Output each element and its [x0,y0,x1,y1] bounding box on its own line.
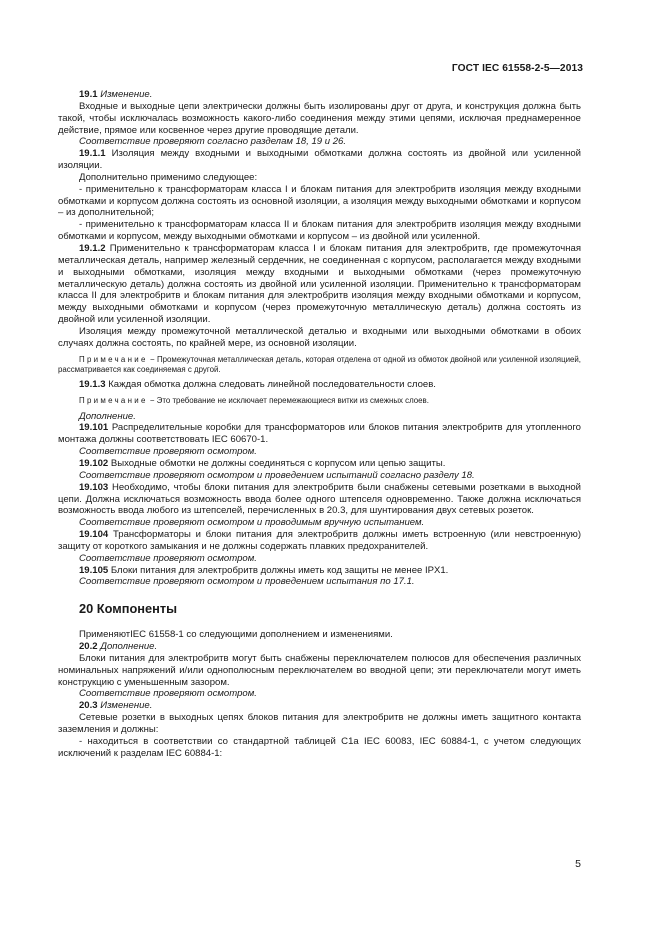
clause-19-103 [58,482,581,518]
clause-number: 19.1.2 [79,242,106,254]
note-text: − Промежуточная металлическая деталь, которая отделена от одной из обмоток двойной или усиленной изоляцией, рассматривается как соединяемая с другой. [58,354,581,374]
clause-label: Изменение. [100,89,153,100]
paragraph: ПрименяютIEC 61558-1 со следующими дополнением и изменениями. [79,629,393,641]
clause-number: 19.101 [79,422,109,434]
section-heading-20: 20 Компоненты [79,601,178,617]
clause-text: Выходные обмотки не должны соединяться с корпусом или цепью защиты. [110,458,446,469]
clause-19-1-heading [58,89,581,101]
clause-number: 19.1.1 [79,148,106,160]
clause-text: Блоки питания для электробритв должны иметь код защиты не менее IPX1. [110,564,449,576]
clause-20-3-heading [58,700,581,712]
clause-text: Трансформаторы и блоки питания для электробритв должны иметь встроенную (или невстроенную) защиту от короткого замыкания и не должны содержать плавких предохранителей. [58,529,581,552]
clause-label: Изменение. [100,700,153,712]
list-item: - применительно к трансформаторам класса I и блокам питания для электробритв изоляция между входными обмотками и корпусом должна состоять из основной изоляции, а изоляция между выходными обмотками и корпусом – из дополнительной; [58,183,581,219]
compliance-check: Соответствие проверяют осмотром и проведением испытания по 17.1. [79,576,415,588]
clause-19-101 [58,422,581,446]
compliance-check: Соответствие проверяют осмотром и проводимым вручную испытанием. [79,517,425,529]
clause-19-1-1 [58,148,581,172]
clause-label: Дополнение. [100,640,158,652]
clause-number: 19.102 [79,458,109,469]
clause-text: Изоляция между входными и выходными обмотками должна состоять из двойной или усиленной изоляции. [58,148,582,172]
addition-label: Дополнение. [79,410,136,422]
paragraph: Входные и выходные цепи электрически должны быть изолированы друг от друга, и конструкция должна быть такой, чтобы исключалась возможность какого-либо соединения между этими цепями, исключая преднамеренное действие, прямое или косвенное через другие проводящие детали. [58,100,581,136]
note-text: − Это требование не исключает перемежающиеся витки из смежных слоев. [147,396,429,406]
compliance-check: Соответствие проверяют согласно разделам 18, 19 и 26. [79,136,347,148]
compliance-check: Соответствие проверяют осмотром. [79,688,257,700]
list-item: - применительно к трансформаторам класса II и блокам питания для электробритв изоляция между входными обмотками и корпусом, между выходными обмотками и корпусом – из двойной или усиленной. [58,219,581,243]
clause-20-2-heading [58,641,581,653]
note-label: Примечание [79,396,148,406]
note [58,396,581,406]
page-number: 5 [575,858,581,870]
compliance-check: Соответствие проверяют осмотром и проведением испытаний согласно разделу 18. [79,469,475,481]
clause-number: 20.3 [79,700,98,712]
clause-19-1-3 [58,379,581,391]
clause-text: Необходимо, чтобы блоки питания для электробритв были снабжены сетевыми розетками в выходной цепи. Должна исключаться возможность ввода более одного штепселя одновременно. Также должна исключаться возможность ввода любого из штепселей, перечисленных в 20.3, для шунтирования двух сетевых розеток. [58,481,582,517]
clause-number: 19.1.3 [79,379,106,391]
clause-number: 19.104 [79,529,109,541]
compliance-check: Соответствие проверяют осмотром. [79,552,257,564]
clause-19-104 [58,529,581,553]
document-header: ГОСТ IEC 61558-2-5—2013 [451,63,583,74]
clause-19-102 [58,458,581,470]
paragraph: Дополнительно применимо следующее: [79,171,258,183]
clause-number: 19.1 [79,89,98,100]
clause-text: Каждая обмотка должна следовать линейной последовательности слоев. [108,379,436,391]
paragraph: Изоляция между промежуточной металлической деталью и входными или выходными обмотками в обоих случаях должна состоять, по крайней мере, из основной изоляции. [58,325,581,349]
list-item: - находиться в соответствии со стандартной таблицей C1a IEC 60083, IEC 60884-1, с учетом следующих исключений к разделам IEC 60884-1: [58,735,581,759]
paragraph: Блоки питания для электробритв могут быть снабжены переключателем полюсов для обеспечения различных номинальных напряжений и/или однополюсным переключателем во вводной цепи; эти переключатели могут иметь конструкцию с уменьшенным зазором. [58,652,581,688]
document-body [58,89,581,759]
clause-19-1-2 [58,243,581,326]
clause-number: 19.105 [79,564,109,576]
clause-number: 20.2 [79,640,98,652]
note-label: Примечание [79,354,148,364]
note [58,355,581,376]
clause-number: 19.103 [79,481,109,493]
clause-19-105 [58,565,581,577]
paragraph: Сетевые розетки в выходных цепях блоков питания для электробритв не должны иметь защитного контакта заземления и должны: [58,712,581,735]
clause-text: Применительно к трансформаторам класса I и блокам питания для электробритв, где промежуточная металлическая деталь, например железный сердечник, не соединенная с корпусом, располагается между входными и выходными обмотками, изоляция между входными и выходными обмотками (через промежуточную металлическую деталь) должна состоять из двойной или усиленной изоляции. Применительно к трансформаторам класса II для электробритв и блокам питания для электробритв изоляция между входными обмотками и корпусом, между выходными обмотками и корпусом (через промежуточную металлическую деталь) должна состоять из двойной или усиленной изоляции. [58,242,582,326]
clause-text: Распределительные коробки для трансформаторов или блоков питания электробритв для утопленного монтажа должны соответствовать IEC 60670-1. [58,422,581,446]
compliance-check: Соответствие проверяют осмотром. [79,446,257,458]
